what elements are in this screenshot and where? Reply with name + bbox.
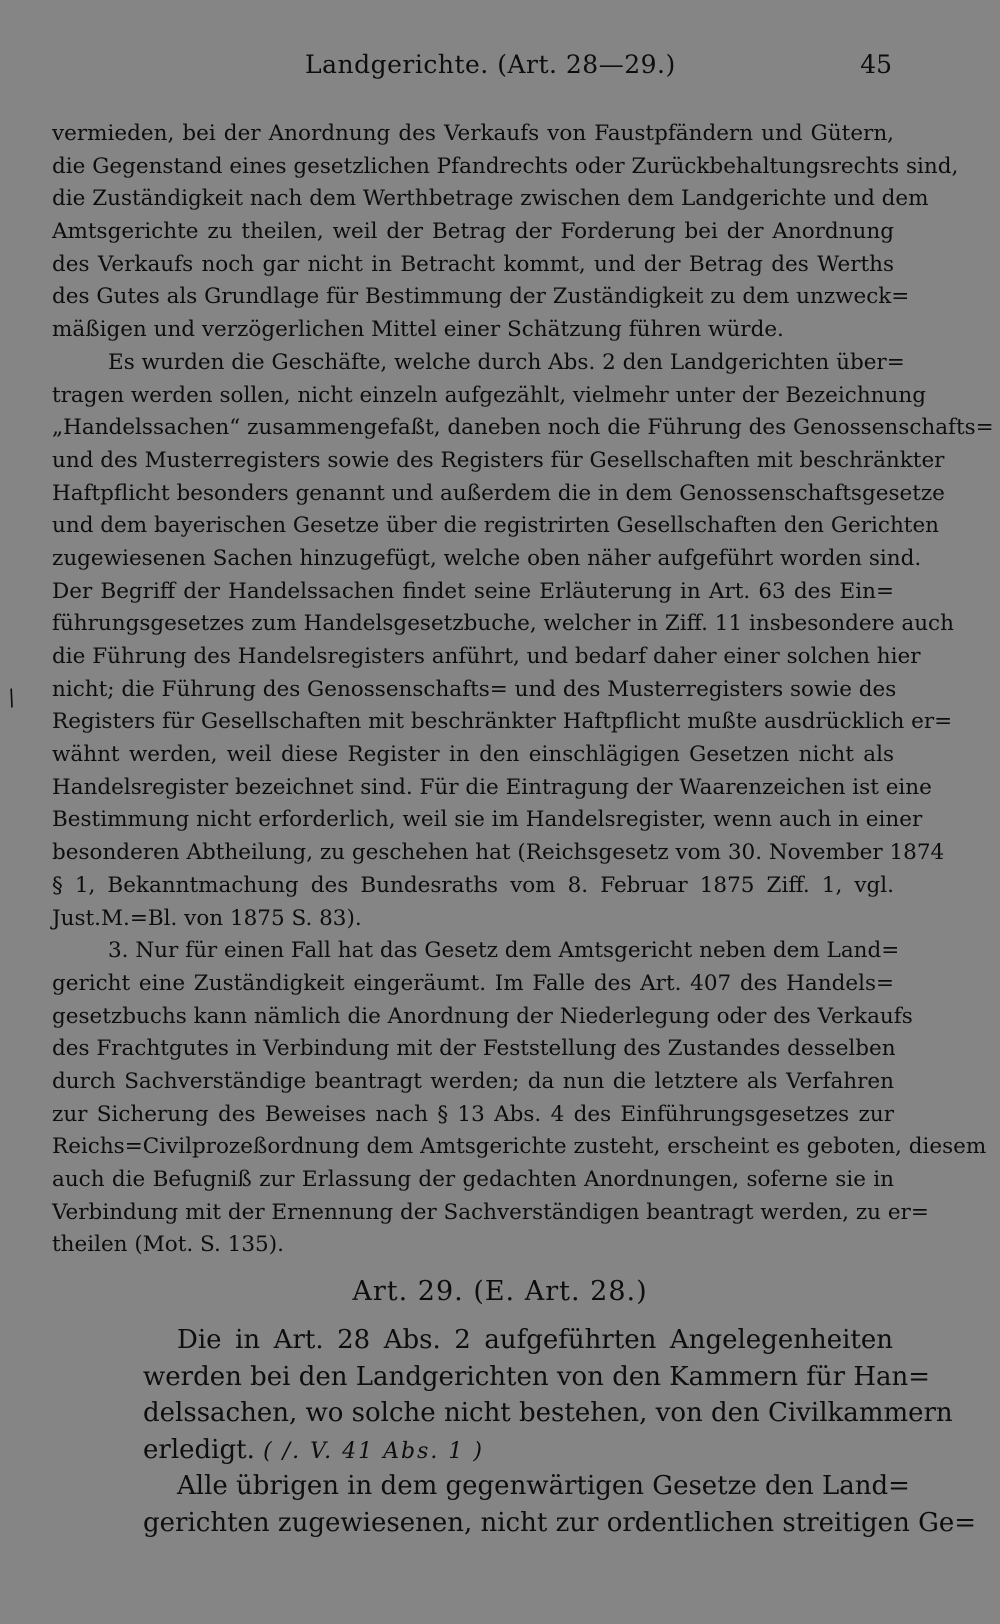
law-line: Alle übrigen in dem gegenwärtigen Gesetze den Land=	[177, 1471, 910, 1501]
text-line: Es wurden die Geschäfte, welche durch Abs. 2 den Landgerichten über=	[108, 349, 905, 375]
law-line: werden bei den Landgerichten von den Kammern für Han=	[143, 1361, 931, 1392]
text-line: und dem bayerischen Gesetze über die registrirten Gesellschaften den Gerichten	[52, 513, 940, 539]
margin-mark: /	[3, 685, 20, 712]
text-line: § 1, Bekanntmachung des Bundesraths vom 8. Februar 1875 Ziff. 1, vgl.	[52, 872, 894, 898]
law-line	[143, 1432, 893, 1469]
text-line: besonderen Abtheilung, zu geschehen hat (Reichsgesetz vom 30. November 1874	[52, 840, 945, 866]
text-line: vermieden, bei der Anordnung des Verkaufs von Faustpfändern und Gütern,	[52, 121, 894, 146]
page-header	[0, 50, 1000, 90]
text-line: 3. Nur für einen Fall hat das Gesetz dem Amtsgericht neben dem Land=	[108, 938, 900, 964]
text-line: des Frachtgutes in Verbindung mit der Feststellung des Zustandes desselben	[52, 1036, 896, 1062]
text-line: des Verkaufs noch gar nicht in Betracht kommt, und der Betrag des Werths	[52, 251, 894, 277]
text-line: die Gegenstand eines gesetzlichen Pfandrechts oder Zurückbehaltungsrechts sind,	[52, 153, 959, 179]
text-line: zur Sicherung des Beweises nach § 13 Abs. 4 des Einführungsgesetzes zur	[52, 1101, 894, 1127]
text-line: Der Begriff der Handelssachen findet seine Erläuterung in Art. 63 des Ein=	[52, 578, 894, 604]
text-line: wähnt werden, weil diese Register in den einschlägigen Gesetzen nicht als	[52, 742, 894, 768]
text-line: auch die Befugniß zur Erlassung der gedachten Anordnungen, soferne sie in	[52, 1167, 894, 1192]
text-line: die Führung des Handelsregisters anführt, und bedarf daher einer solchen hier	[52, 644, 921, 669]
article-heading: Art. 29. (E. Art. 28.)	[352, 1276, 648, 1307]
page-number: 45	[860, 50, 892, 79]
text-line: „Handelssachen“ zusammengefaßt, daneben noch die Führung des Genossenschafts=	[52, 415, 994, 441]
text-line: mäßigen und verzögerlichen Mittel einer Schätzung führen würde.	[52, 317, 784, 343]
text-line: Reichs=Civilprozeßordnung dem Amtsgerichte zusteht, erscheint es geboten, diesem	[52, 1134, 987, 1160]
text-line: führungsgesetzes zum Handelsgesetzbuche, welcher in Ziff. 11 insbesondere auch	[52, 611, 954, 637]
text-line: theilen (Mot. S. 135).	[52, 1232, 284, 1258]
text-line: und des Musterregisters sowie des Registers für Gesellschaften mit beschränkter	[52, 447, 945, 473]
text-line: Amtsgerichte zu theilen, weil der Betrag der Forderung bei der Anordnung	[52, 219, 894, 245]
text-line: Bestimmung nicht erforderlich, weil sie im Handelsregister, wenn auch in einer	[52, 807, 923, 833]
law-text	[143, 1322, 977, 1541]
text-line: Just.M.=Bl. von 1875 S. 83).	[52, 905, 362, 931]
law-line: Die in Art. 28 Abs. 2 aufgeführten Angelegenheiten	[177, 1325, 893, 1355]
law-line-text: erledigt.	[143, 1434, 255, 1465]
text-line: Haftpflicht besonders genannt und außerdem die in dem Genossenschaftsgesetze	[52, 480, 945, 506]
law-line: gerichten zugewiesenen, nicht zur ordentlichen streitigen Ge=	[143, 1507, 977, 1538]
law-line: delssachen, wo solche nicht bestehen, von den Civilkammern	[143, 1398, 953, 1428]
text-line: tragen werden sollen, nicht einzeln aufgezählt, vielmehr unter der Bezeichnung	[52, 382, 926, 408]
text-line: gesetzbuchs kann nämlich die Anordnung der Niederlegung oder des Verkaufs	[52, 1003, 913, 1029]
commentary-text	[52, 118, 994, 1262]
text-line: Handelsregister bezeichnet sind. Für die Eintragung der Waarenzeichen ist eine	[52, 774, 932, 800]
text-line: Registers für Gesellschaften mit beschränkter Haftpflicht mußte ausdrücklich er=	[52, 709, 953, 735]
text-line: die Zuständigkeit nach dem Werthbetrage zwischen dem Landgerichte und dem	[52, 186, 929, 212]
text-line: Verbindung mit der Ernennung der Sachverständigen beantragt werden, zu er=	[52, 1199, 929, 1225]
text-line: durch Sachverständige beantragt werden; da nun die letztere als Verfahren	[52, 1068, 894, 1094]
text-line: zugewiesenen Sachen hinzugefügt, welche oben näher aufgeführt worden sind.	[52, 545, 922, 571]
handwritten-note: ( /. V. 41 Abs. 1 )	[263, 1438, 484, 1464]
running-title: Landgerichte. (Art. 28—29.)	[305, 50, 676, 79]
text-line: nicht; die Führung des Genossenschafts= und des Musterregisters sowie des	[52, 676, 897, 702]
text-line: des Gutes als Grundlage für Bestimmung der Zuständigkeit zu dem unzweck=	[52, 284, 910, 310]
text-line: gericht eine Zuständigkeit eingeräumt. Im Falle des Art. 407 des Handels=	[52, 970, 894, 996]
